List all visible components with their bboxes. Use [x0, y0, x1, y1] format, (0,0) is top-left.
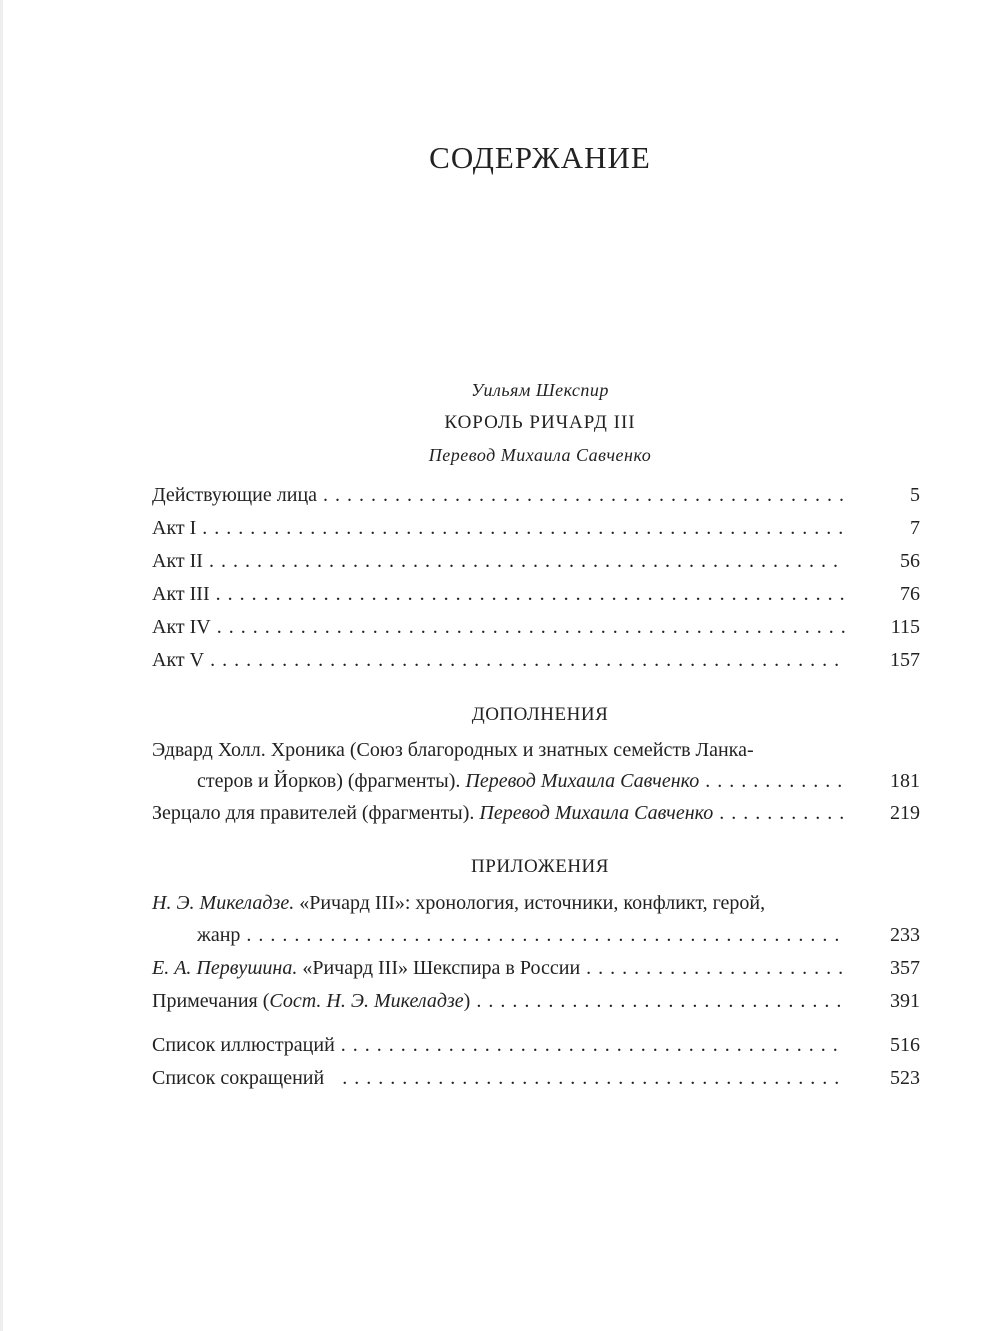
entry-label: Акт III [152, 583, 210, 605]
entry-label: Список иллюстраций [152, 1034, 335, 1056]
page-number: 76 [900, 583, 920, 605]
entry-label: Акт II [152, 550, 203, 572]
page-number: 5 [910, 484, 920, 506]
toc-entry[interactable] [152, 989, 920, 1013]
toc-entry-line[interactable] [152, 891, 765, 915]
entry-label: Акт V [152, 649, 205, 671]
dot-leader [476, 989, 845, 1013]
dot-leader [209, 549, 845, 573]
page-number: 56 [900, 550, 920, 572]
scan-edge [0, 0, 3, 1331]
toc-entry[interactable] [197, 769, 920, 793]
toc-entry[interactable] [152, 516, 920, 540]
entry-author: Е. А. Первушина. [152, 957, 298, 979]
dot-leader [586, 956, 845, 980]
dot-leader [217, 615, 845, 639]
page-number: 516 [890, 1034, 920, 1056]
entry-label: Действующие лица [152, 484, 318, 506]
entry-compiler: Сост. Н. Э. Микеладзе [269, 990, 464, 1012]
author: Уильям Шекспир [471, 380, 609, 400]
work-title: КОРОЛЬ РИЧАРД III [444, 412, 636, 433]
page-number: 357 [890, 957, 920, 979]
toc-entry[interactable] [152, 549, 920, 573]
toc-entry[interactable] [152, 648, 920, 672]
entry-label: «Ричард III»: хронология, источники, конфликт, герой, [299, 892, 766, 914]
dot-leader [210, 648, 845, 672]
entry-translator: Перевод Михаила Савченко [465, 770, 700, 792]
toc-entry[interactable] [152, 956, 920, 980]
entry-label: «Ричард III» Шекспира в России [302, 957, 581, 979]
toc-entry[interactable] [197, 923, 920, 947]
dot-leader [719, 801, 845, 825]
entry-label: жанр [197, 924, 241, 946]
page-number: 523 [890, 1067, 920, 1089]
page-number: 157 [890, 649, 920, 671]
page-number: 7 [910, 517, 920, 539]
toc-entry-line[interactable]: Эдвард Холл. Хроника (Союз благородных и знатных семейств Ланка- [152, 739, 754, 761]
dot-leader [246, 923, 845, 947]
page-number: 219 [890, 802, 920, 824]
toc-entry[interactable] [152, 1066, 920, 1090]
entry-label: Примечания ( [152, 990, 270, 1012]
toc-entry[interactable] [152, 483, 920, 507]
dot-leader [341, 1033, 845, 1057]
toc-entry[interactable] [152, 615, 920, 639]
translator: Перевод Михаила Савченко [428, 445, 652, 465]
toc-entry[interactable] [152, 801, 920, 825]
section-heading-appendices: ПРИЛОЖЕНИЯ [471, 856, 609, 877]
entry-label: стеров и Йорков) (фрагменты). [197, 770, 461, 792]
page-number: 181 [890, 770, 920, 792]
page-title: СОДЕРЖАНИЕ [429, 140, 651, 175]
entry-label: Список сокращений [152, 1067, 325, 1089]
dot-leader [705, 769, 845, 793]
page-number: 115 [890, 616, 920, 638]
dot-leader [216, 582, 845, 606]
entry-label-end: ) [463, 990, 471, 1012]
entry-translator: Перевод Михаила Савченко [479, 802, 714, 824]
section-heading-supplements: ДОПОЛНЕНИЯ [471, 704, 609, 725]
toc-entry[interactable] [152, 1033, 920, 1057]
entry-label: Акт IV [152, 616, 211, 638]
page-number: 391 [890, 990, 920, 1012]
entry-label: Акт I [152, 517, 197, 539]
page-number: 233 [890, 924, 920, 946]
dot-leader [202, 516, 845, 540]
dot-leader [342, 1066, 845, 1090]
entry-label: Зерцало для правителей (фрагменты). [152, 802, 475, 824]
entry-author: Н. Э. Микеладзе. [152, 892, 295, 914]
dot-leader [323, 483, 845, 507]
toc-entry[interactable] [152, 582, 920, 606]
